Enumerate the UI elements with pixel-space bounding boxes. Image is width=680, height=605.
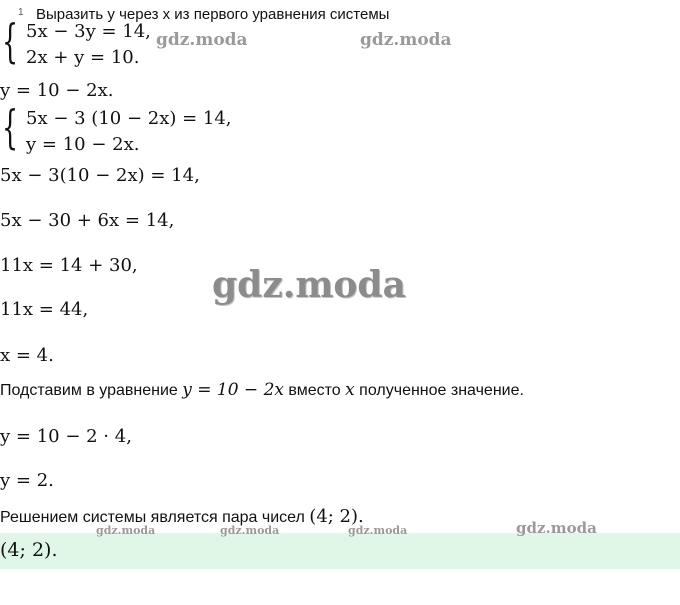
calc-line: y = 2. — [0, 470, 54, 491]
answer-box — [0, 533, 680, 569]
system2-eq2: y = 10 − 2x. — [26, 134, 140, 155]
watermark: gdz.moda — [156, 30, 248, 50]
step-line: 11x = 14 + 30, — [0, 255, 138, 276]
left-brace: { — [2, 100, 19, 154]
watermark: gdz.moda — [516, 519, 597, 537]
step-line: 5x − 3(10 − 2x) = 14, — [0, 165, 200, 186]
solution-sentence: Решением системы является пара чисел (4; 2). — [0, 506, 364, 527]
watermark: gdz.moda — [96, 524, 156, 537]
watermark: gdz.moda — [212, 264, 406, 306]
left-brace: { — [2, 14, 19, 68]
watermark: gdz.moda — [220, 524, 280, 537]
calc-line: y = 10 − 2 · 4, — [0, 426, 132, 447]
step-number: 1 — [18, 7, 24, 18]
system2-eq1: 5x − 3 (10 − 2x) = 14, — [26, 108, 232, 129]
y-expression: y = 10 − 2x. — [0, 80, 114, 101]
step-line: 11x = 44, — [0, 299, 89, 320]
system1-eq1: 5x − 3y = 14, — [26, 21, 151, 42]
answer-value: (4; 2). — [0, 539, 58, 561]
watermark: gdz.moda — [348, 524, 408, 537]
substitute-sentence: Подставим в уравнение y = 10 − 2x вместо x полученное значение. — [0, 380, 524, 400]
task-title: Выразить y через x из первого уравнения системы — [36, 6, 390, 23]
watermark: gdz.moda — [360, 30, 452, 50]
system1-eq2: 2x + y = 10. — [26, 47, 140, 68]
step-line: x = 4. — [0, 345, 54, 366]
step-line: 5x − 30 + 6x = 14, — [0, 210, 175, 231]
